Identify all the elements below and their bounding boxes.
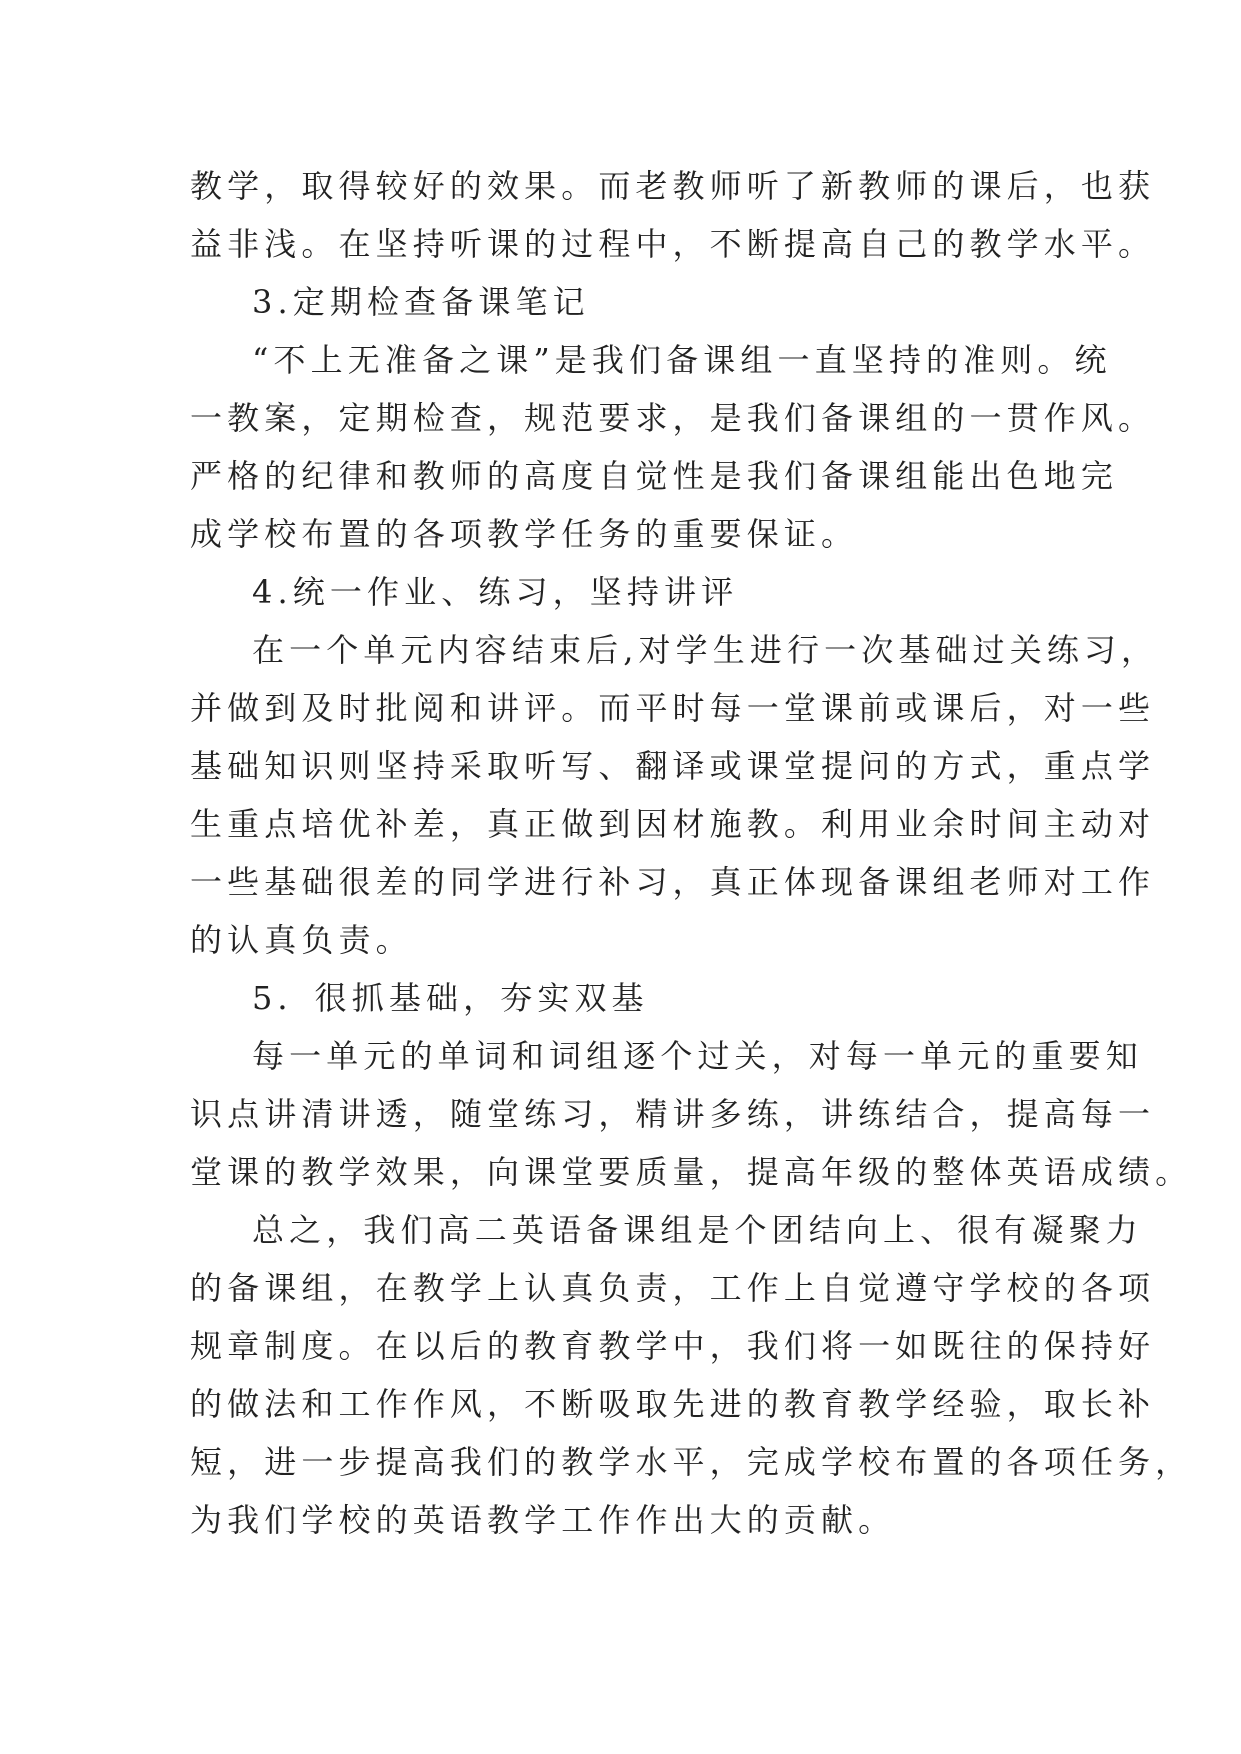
text-line: 严格的纪律和教师的高度自觉性是我们备课组能出色地完 bbox=[190, 457, 1119, 495]
text-line: 堂课的教学效果，向课堂要质量，提高年级的整体英语成绩。 bbox=[190, 1153, 1193, 1191]
text-line: 每一单元的单词和词组逐个过关，对每一单元的重要知 bbox=[252, 1037, 1143, 1075]
text-line: 一教案，定期检查，规范要求，是我们备课组的一贯作风。 bbox=[190, 399, 1156, 437]
text-line: 规章制度。在以后的教育教学中，我们将一如既往的保持好 bbox=[190, 1327, 1156, 1365]
text-line: 生重点培优补差，真正做到因材施教。利用业余时间主动对 bbox=[190, 805, 1156, 843]
text-line: “不上无准备之课”是我们备课组一直坚持的准则。统 bbox=[252, 341, 1112, 379]
text-line: 教学，取得较好的效果。而老教师听了新教师的课后，也获 bbox=[190, 167, 1156, 205]
text-line: 的认真负责。 bbox=[190, 921, 413, 959]
text-line: 在一个单元内容结束后,对学生进行一次基础过关练习， bbox=[252, 631, 1159, 669]
text-line: 总之，我们高二英语备课组是个团结向上、很有凝聚力 bbox=[252, 1211, 1143, 1249]
text-line: 益非浅。在坚持听课的过程中，不断提高自己的教学水平。 bbox=[190, 225, 1156, 263]
text-line: 为我们学校的英语教学工作作出大的贡献。 bbox=[190, 1501, 896, 1539]
text-line: 短，进一步提高我们的教学水平，完成学校布置的各项任务， bbox=[190, 1443, 1193, 1481]
section-heading: 4.统一作业、练习，坚持讲评 bbox=[252, 573, 739, 611]
document-body bbox=[190, 157, 1193, 1549]
section-heading: 3.定期检查备课笔记 bbox=[252, 283, 590, 321]
text-line: 成学校布置的各项教学任务的重要保证。 bbox=[190, 515, 859, 553]
text-line: 一些基础很差的同学进行补习，真正体现备课组老师对工作 bbox=[190, 863, 1156, 901]
text-line: 识点讲清讲透，随堂练习，精讲多练，讲练结合，提高每一 bbox=[190, 1095, 1156, 1133]
text-line: 的做法和工作作风，不断吸取先进的教育教学经验，取长补 bbox=[190, 1385, 1156, 1423]
text-line: 的备课组，在教学上认真负责，工作上自觉遵守学校的各项 bbox=[190, 1269, 1156, 1307]
text-line: 并做到及时批阅和讲评。而平时每一堂课前或课后，对一些 bbox=[190, 689, 1156, 727]
text-line: 基础知识则坚持采取听写、翻译或课堂提问的方式，重点学 bbox=[190, 747, 1156, 785]
section-heading: 5．很抓基础，夯实双基 bbox=[252, 979, 649, 1017]
